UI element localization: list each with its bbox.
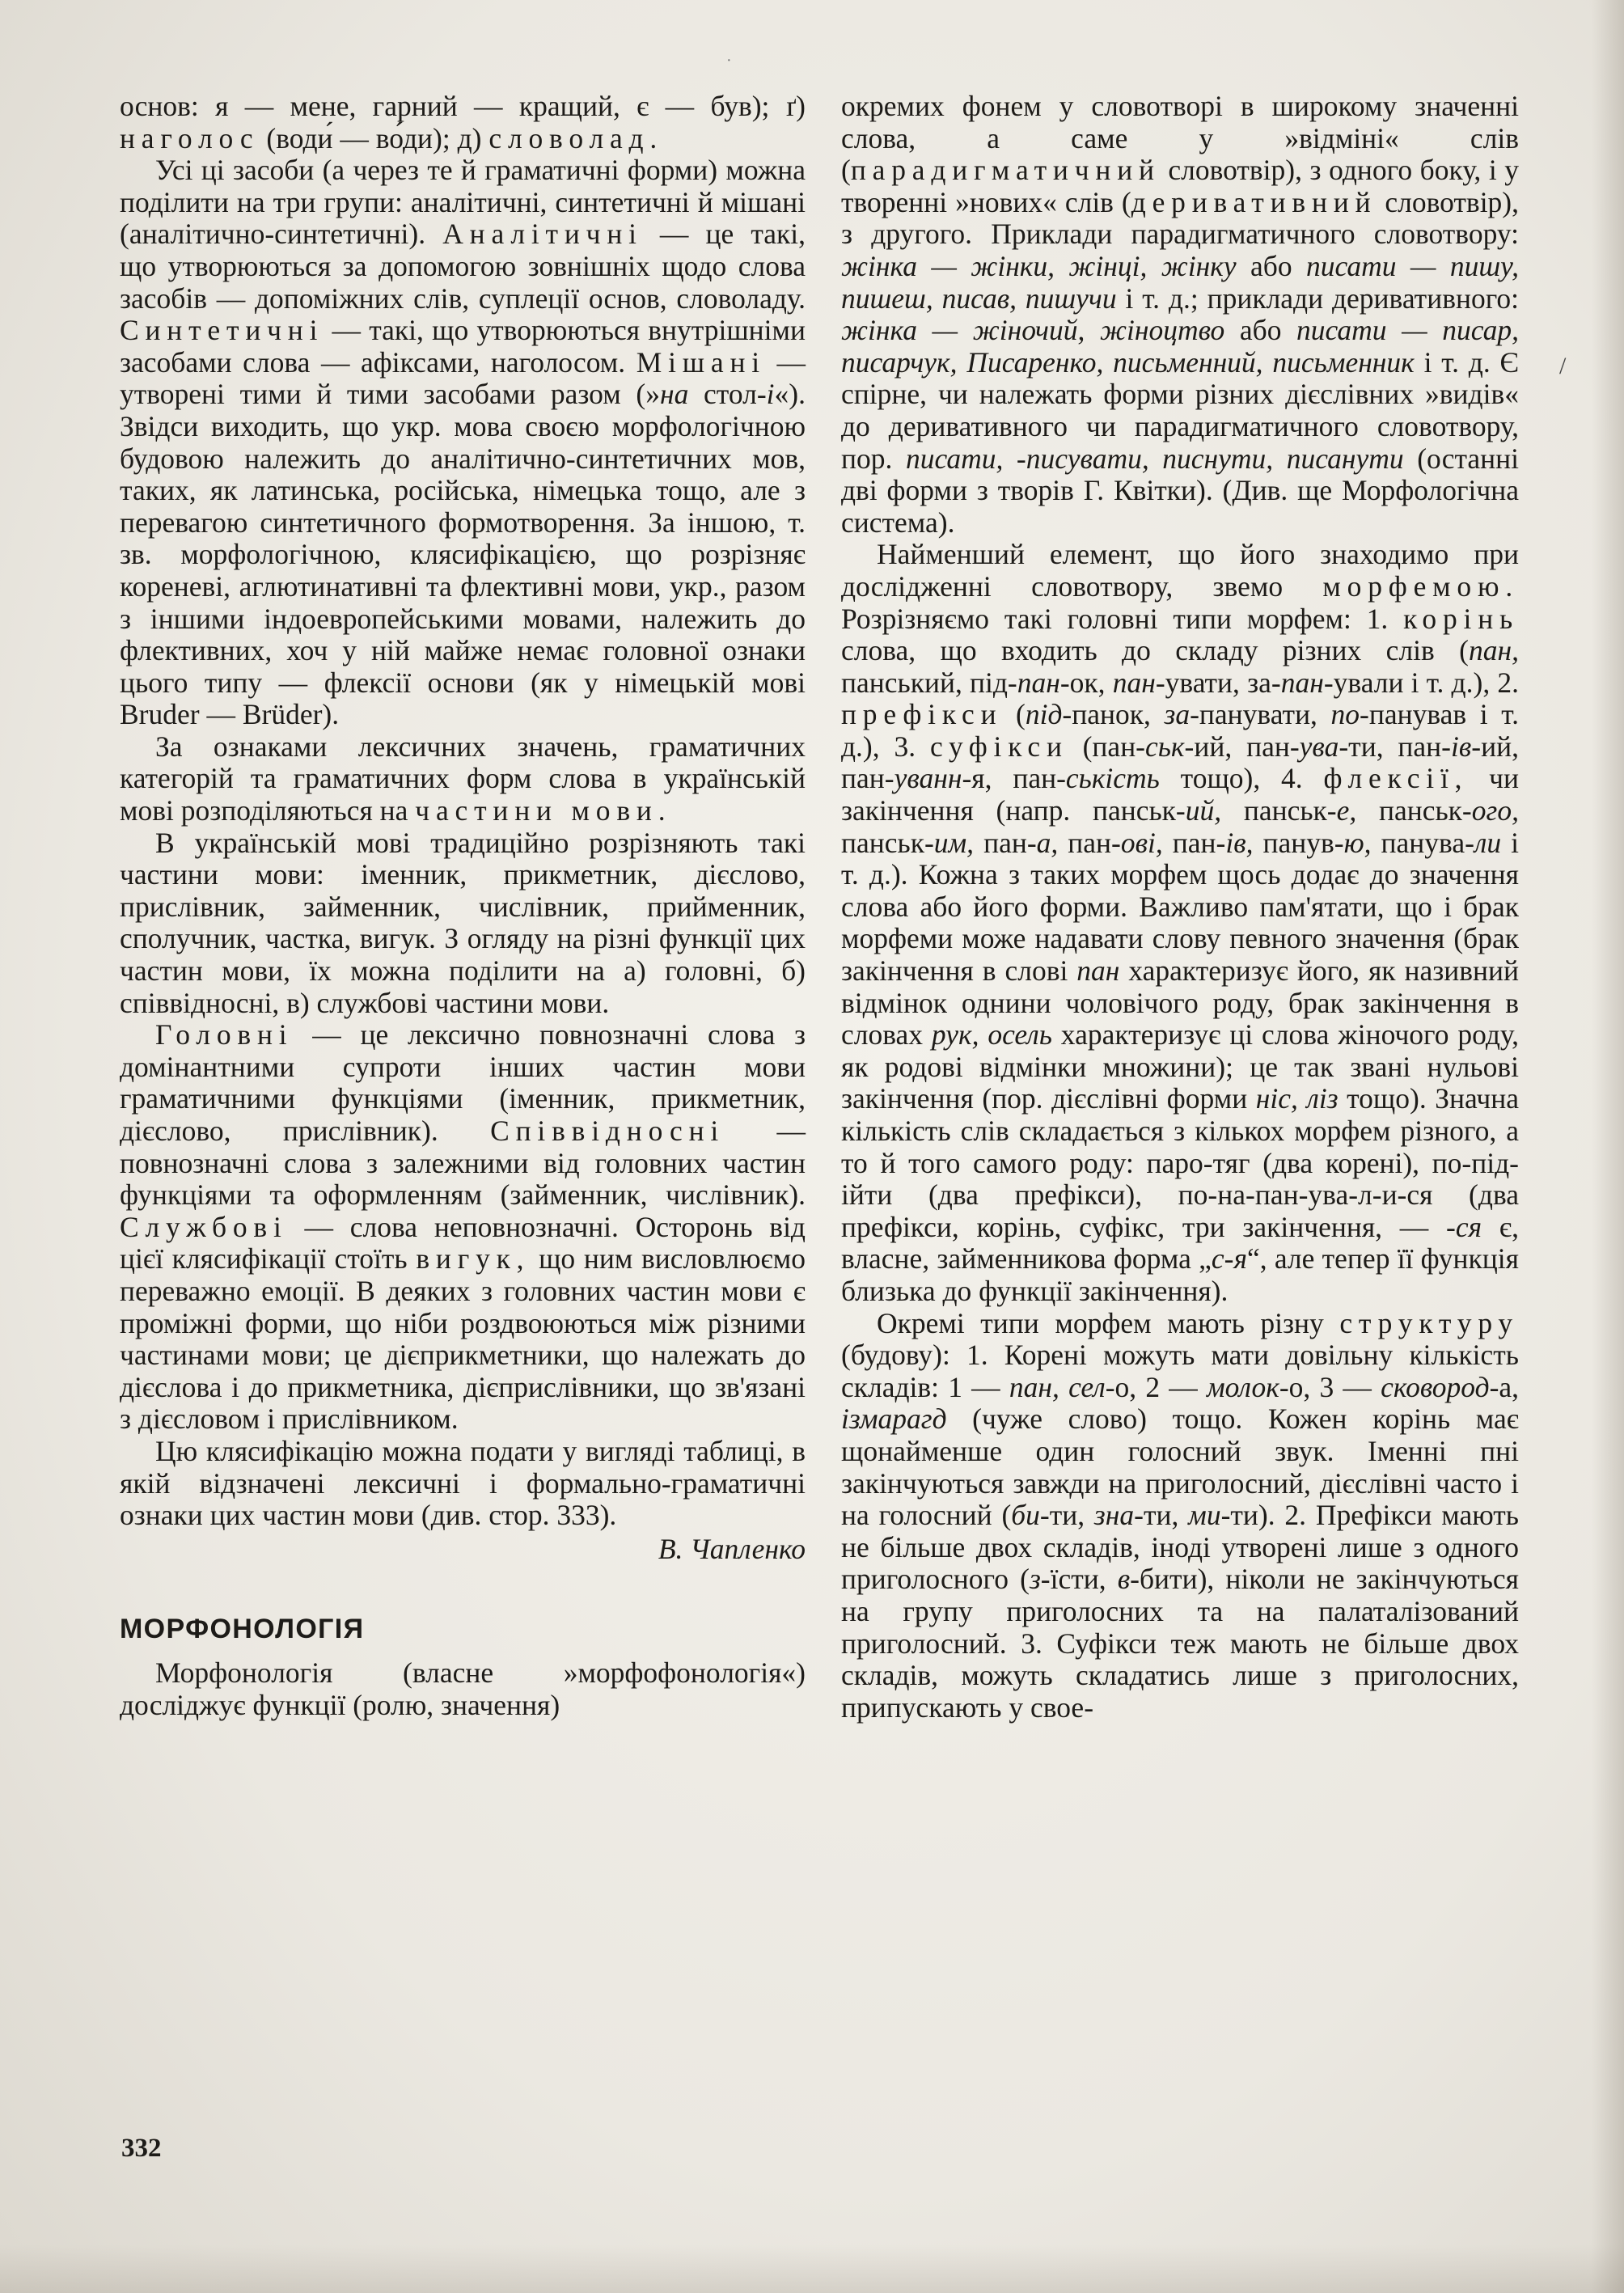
italic-example: писати — писар, писарчук, Писаренко, письменний, письменник: [841, 314, 1519, 379]
paragraph: [841, 539, 1519, 1307]
scan-edge-shadow: [1592, 0, 1624, 2293]
paragraph: [120, 1019, 806, 1436]
italic-example: с-я: [1211, 1242, 1247, 1276]
text-run: характеризує його, як називний відмінок однини чоловічого роду, брак закінчення в словах: [841, 954, 1519, 1051]
text-run: (пан-: [1068, 730, 1146, 763]
italic-example: ізмарагд: [841, 1402, 947, 1436]
text-run: Найменший елемент, що його знаходимо при дослідженні словотвору, звемо: [841, 538, 1519, 603]
text-run: окремих фонем у словотворі в широкому значенні слова, а саме у »відміні« слів (: [841, 90, 1519, 187]
spaced-term: деривативний: [1131, 185, 1377, 218]
left-column: [120, 91, 806, 1721]
paragraph: [120, 154, 806, 731]
text-run: стол-: [688, 378, 767, 411]
text-run: За ознаками лексичних значень, граматичних категорій та граматичних форм слова в українській мові розподіляються на: [120, 730, 806, 827]
italic-example: ів,: [1225, 826, 1254, 859]
text-run: -о, 3 —: [1279, 1370, 1381, 1403]
spaced-term: префікси: [841, 698, 1003, 731]
text-run: основ: я — мене, гарний — кращий, є — був); ґ): [120, 90, 806, 122]
italic-example: за: [1164, 698, 1191, 731]
section-heading: МОРФОНОЛОГІЯ: [120, 1614, 365, 1645]
italic-example: ли: [1474, 826, 1502, 859]
spaced-term: словолад.: [488, 121, 664, 154]
text-run: -бити), ніколи не закінчуються на групу приголосних та на палаталізований приголосний. 3. Суфікси теж мають не більше двох складів, можуть складатись лише з приголосних, припускають у свое-: [841, 1563, 1519, 1724]
paragraph: [841, 1308, 1519, 1724]
text-run: -ували і т. д.), 2.: [1323, 666, 1519, 699]
text-run: «). Звідси виходить, що укр. мова своєю морфологічною будовою належить до аналітично-синтетичних мов, таких, як латинська, російська, німецька тощо, але з перевагою синтетичного формотворення. За іншою, т. зв. морфологічною, клясифікацією, що розрізняє кореневі, аглютинативні та флективні мови, укр., разом з іншими індоевропейськими мовами, належить до флективних, хоч у ній майже немає головної ознаки цього типу — флексії основи (як у німецькій мові Bruder — Brüder).: [120, 378, 806, 731]
spaced-term: Синтетичні: [120, 314, 324, 347]
text-run: чи закінчення (напр. панськ-: [841, 762, 1519, 827]
spaced-term: парадигматичний: [850, 154, 1161, 187]
text-run: -а,: [1489, 1370, 1520, 1403]
paragraph: [120, 1657, 806, 1721]
text-run: (: [1002, 698, 1026, 731]
right-column: [841, 91, 1519, 1724]
italic-example: ів: [1451, 730, 1472, 763]
text-run: Цю клясифікацію можна подати у вигляді таблиці, в якій відзначені лексичні і формально-граматичні ознаки цих частин мови (див. стор. 333).: [120, 1434, 806, 1532]
text-run: — такі, що утворюються внутрішніми засобами слова — афіксами, наголосом.: [120, 314, 806, 379]
italic-example: ми: [1188, 1499, 1221, 1532]
spaced-term: Співвідносні: [490, 1115, 725, 1147]
text-run: пан-: [974, 826, 1037, 859]
text-run: панський, під-: [841, 666, 1017, 699]
italic-example: молок: [1207, 1370, 1279, 1403]
spaced-term: суфікси: [929, 730, 1068, 763]
italic-example: пан,: [1009, 1370, 1059, 1403]
text-run: — утворені тими й тими засобами разом (»: [120, 345, 806, 411]
author-signature: В. Чапленко: [658, 1532, 806, 1565]
spaced-term: вигук,: [416, 1242, 531, 1276]
text-run: (чуже слово) тощо. Кожен корінь має щонайменше один голосний звук. Іменні пні закінчуються завжди на приголосний, дієслівні часто і на голосний (: [841, 1402, 1519, 1532]
spaced-term: морфемою.: [1322, 569, 1519, 603]
italic-example: ува: [1299, 730, 1339, 763]
italic-example: ові,: [1120, 826, 1163, 859]
text-run: -їсти,: [1040, 1563, 1118, 1596]
text-run: тощо), 4.: [1159, 762, 1324, 795]
text-run: -панок,: [1062, 698, 1165, 731]
text-run: Окремі типи морфем мають різну: [877, 1306, 1340, 1339]
text-run: пан-: [1162, 826, 1226, 859]
italic-example: з: [1029, 1563, 1041, 1596]
text-run: — це лексично повнозначні слова з домінантними супроти інших частин мови граматичними функціями (іменник, прикметник, дієслово, прислівник).: [120, 1018, 806, 1147]
italic-example: а,: [1036, 826, 1059, 859]
italic-example: сел: [1068, 1370, 1106, 1403]
text-run: -ти,: [1039, 1499, 1094, 1532]
italic-example: би: [1011, 1499, 1040, 1532]
spaced-term: частини мови.: [415, 794, 672, 827]
italic-example: е,: [1336, 794, 1357, 827]
italic-example: рук, осель: [931, 1018, 1052, 1051]
text-run: характеризує ці слова жіночого роду, як родові відмінки множини); це так звані нульові закінчення (пор. дієслівні форми: [841, 1018, 1519, 1115]
text-run: -ок,: [1059, 666, 1113, 699]
text-run: панськ-: [1221, 794, 1337, 827]
italic-example: ськ: [1145, 730, 1185, 763]
text-run: “, але тепер її функція близька до функції закінчення).: [841, 1242, 1519, 1307]
paragraph: [120, 731, 806, 827]
text-run: -ти,: [1134, 1499, 1189, 1532]
spaced-term: наголос: [120, 121, 260, 154]
italic-example: сковород: [1381, 1370, 1490, 1403]
text-run: -ий, пан-: [1184, 730, 1300, 763]
text-run: панува-: [1371, 826, 1474, 859]
text-run: або: [1224, 314, 1297, 347]
text-run: (води́ — во́ди); д): [259, 121, 489, 154]
text-run: панув-: [1253, 826, 1344, 859]
text-run: є, власне, займенникова форма „: [841, 1210, 1519, 1276]
text-run: Розрізняємо такі головні типи морфем: 1.: [841, 602, 1404, 635]
text-run: -о, 2 —: [1105, 1370, 1207, 1403]
text-run: панськ-: [1356, 794, 1472, 827]
text-run: Морфонологія (власне »морфофонологія«) досліджує функції (ролю, значення): [120, 1656, 806, 1721]
text-run: (останні дві форми з творів Г. Квітки). (Див. ще Морфологічна система).: [841, 442, 1520, 539]
text-run: і т. д. Є спірне, чи належать форми різних дієслівних »видів« до деривативного чи парадигматичного словотвору, пор.: [841, 345, 1519, 475]
spaced-term: флексії,: [1323, 762, 1469, 795]
text-run: і т. д.). Кожна з таких морфем щось додає до значення слова або його форми. Важливо пам'ятати, що і брак морфеми може надавати слову певного значення (брак закінчення в слові: [841, 826, 1520, 988]
italic-example: писати, -писувати, писнути, писанути: [905, 442, 1404, 475]
spaced-term: Службові: [120, 1210, 288, 1243]
italic-example: пан: [1017, 666, 1060, 699]
text-run: -ти, пан-: [1339, 730, 1451, 763]
italic-example: в: [1117, 1563, 1131, 1596]
italic-example: писати — пишу, пишеш, писав, пишучи: [841, 249, 1519, 315]
italic-example: уванн: [894, 762, 962, 795]
text-run: Усі ці засоби (а через те й граматичні форми) можна поділити на три групи: аналітичні, синтетичні й мішані (аналітично-синтетичні).: [120, 154, 806, 251]
italic-example: -ся: [1446, 1210, 1482, 1243]
italic-example: ого,: [1471, 794, 1519, 827]
text-run: [1059, 1371, 1068, 1403]
paragraph: [120, 827, 806, 1020]
italic-example: ніс, ліз: [1255, 1082, 1339, 1115]
italic-example: жінка — жінки, жінці, жінку: [841, 249, 1237, 282]
italic-example: ськість: [1065, 762, 1160, 795]
paragraph: [120, 91, 806, 154]
italic-example: ий,: [1185, 794, 1222, 827]
spaced-term: Головні: [155, 1018, 294, 1051]
italic-example: ю,: [1343, 826, 1372, 859]
text-run: панськ-: [841, 826, 934, 859]
text-run: -увати, за-: [1155, 666, 1281, 699]
italic-example: на: [659, 378, 689, 411]
italic-example: і: [766, 378, 775, 411]
text-run: — повнозначні слова з залежними від головних частин функціями та оформленням (займенник, числівник).: [120, 1115, 806, 1212]
text-run: В українській мові традиційно розрізняють такі частини мови: іменник, прикметник, дієслово, прислівник, займенник, числівник, прийменник, сполучник, частка, вигук. З огляду на різні функції цих частин мови, їх можна поділити на а) головні, б) співвідносні, в) службові частини мови.: [120, 826, 806, 1019]
italic-example: зна: [1093, 1499, 1135, 1532]
text-run: -панував і т. д.), 3.: [841, 698, 1519, 763]
text-run: — слова неповнозначні. Осторонь від цієї клясифікації стоїть: [120, 1210, 806, 1276]
text-run: — це такі, що утворюються за допомогою зовнішніх щодо слова засобів — допоміжних слів, суплеції основ, словоладу.: [120, 218, 806, 315]
text-run: що ним висловлюємо переважно емоції. В деяких з головних частин мови є проміжні форми, що ніби роздвоюються між різними частинами мови; це дієприкметники, що належать до дієслова і до прикметника, дієприслівники, що зв'язані з дієсловом і прислівником.: [120, 1242, 806, 1436]
text-run: слова, що входить до складу різних слів (: [841, 634, 1469, 667]
italic-example: пан: [1076, 954, 1120, 988]
italic-example: по: [1330, 698, 1360, 731]
scan-bottom-shadow: [0, 2244, 1624, 2293]
paragraph: [841, 91, 1519, 539]
page-number: 332: [121, 2134, 162, 2163]
text-run: словотвір), з другого. Приклади парадигматичного словотвору:: [841, 185, 1519, 251]
italic-example: під: [1025, 698, 1063, 731]
italic-example: пан,: [1469, 634, 1519, 667]
text-run: -панувати,: [1190, 698, 1331, 731]
text-run: -я, пан-: [962, 762, 1066, 795]
text-run: і т. д.; приклади деривативного:: [1116, 281, 1519, 315]
paragraph: [120, 1436, 806, 1532]
italic-example: жінка — жіночий, жіноцтво: [841, 314, 1225, 347]
spaced-term: Мішані: [636, 345, 766, 379]
text-run: пан-: [1058, 826, 1121, 859]
text-run: словотвір), з одного боку, і у творенні »нових« слів (: [841, 154, 1519, 218]
scan-dot: ·: [726, 52, 732, 70]
italic-example: пан: [1280, 666, 1324, 699]
margin-mark: /: [1559, 353, 1567, 379]
italic-example: им,: [933, 826, 975, 859]
text-run: (будову): 1. Корені можуть мати довільну кількість складів: 1 —: [841, 1339, 1519, 1403]
spaced-term: структуру: [1339, 1306, 1519, 1339]
text-run: або: [1236, 249, 1307, 282]
spaced-term: корінь: [1403, 602, 1519, 635]
text-run: тощо). Значна кількість слів складається з кількох морфем різного, а то й того самого роду: паро-тяг (два корені), по-під-ійти (два префікси), по-на-пан-ува-л-и-ся (два префікси, корінь, суфікс, три закінчення, —: [841, 1082, 1519, 1243]
text-run: -ти). 2. Префікси мають не більше двох складів, іноді утворені лише з одного приголосного (: [841, 1499, 1519, 1596]
text-run: -ий, пан-: [841, 730, 1519, 795]
spaced-term: Аналітичні: [442, 218, 643, 251]
italic-example: пан: [1112, 666, 1156, 699]
